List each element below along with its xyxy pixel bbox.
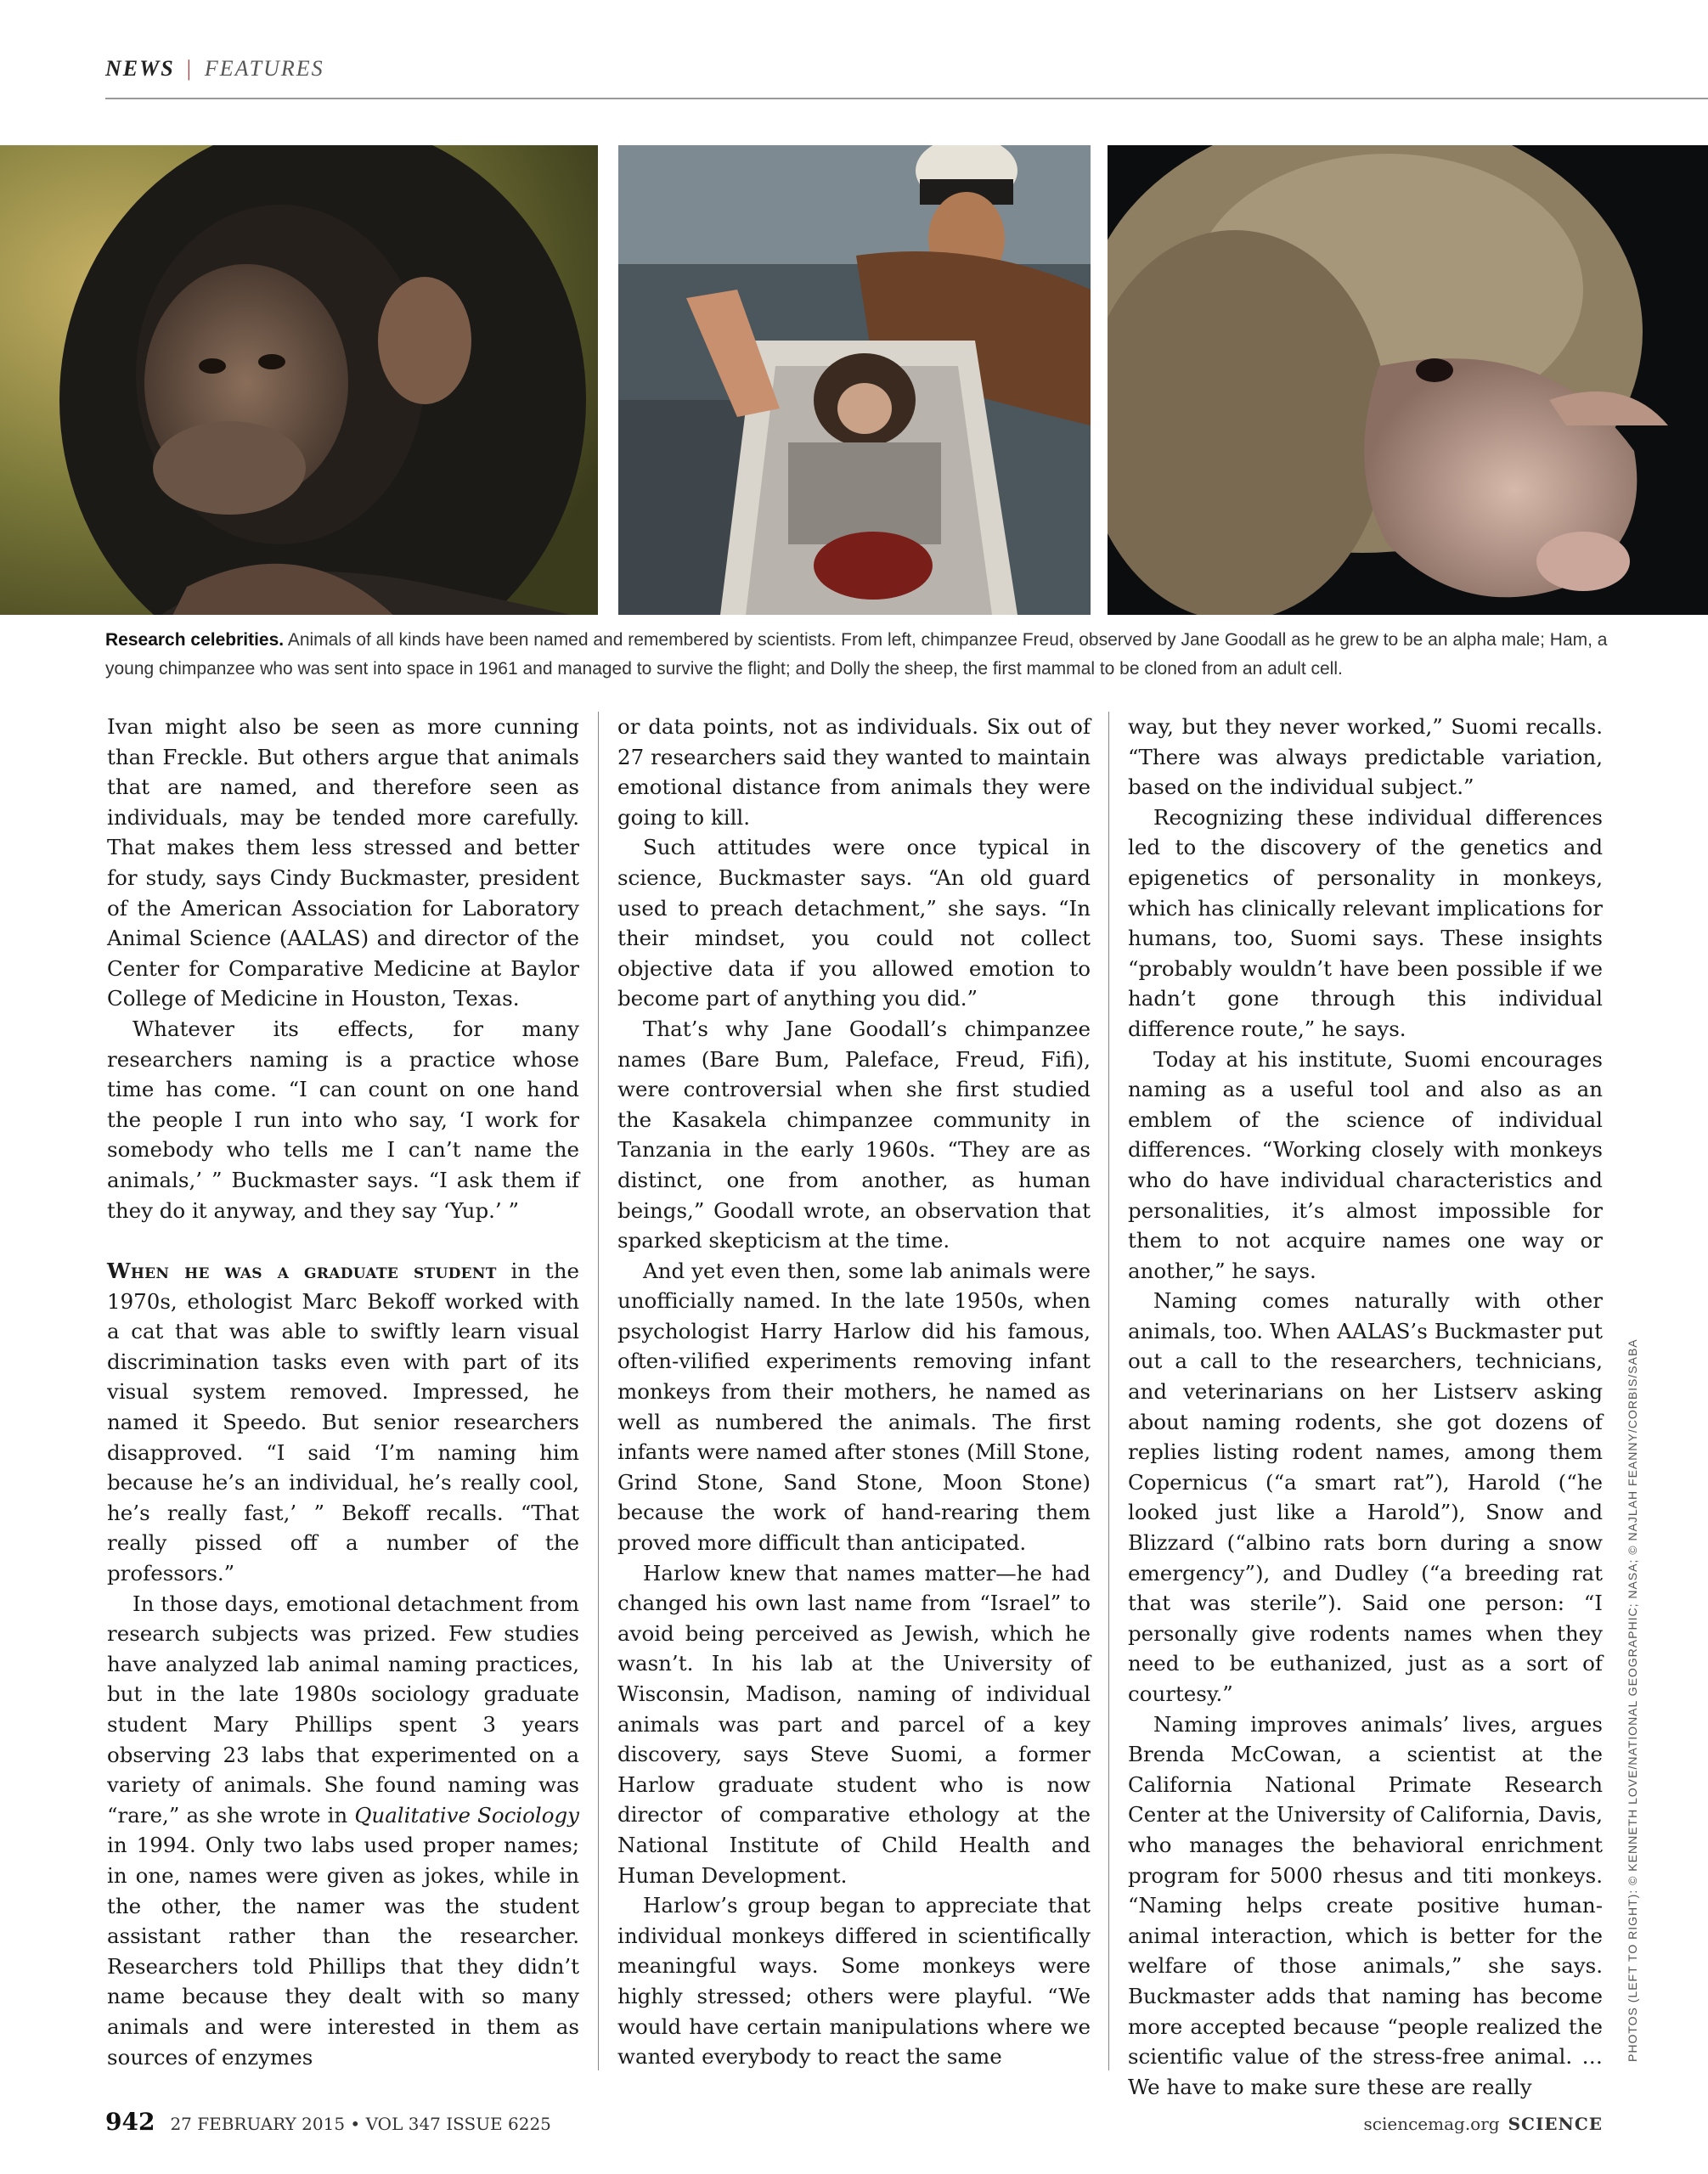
article-column-3 <box>1128 712 1603 2102</box>
paragraph: Naming improves animals’ lives, argues Brenda McCowan, a scientist at the California National Primate Research Center at the University of California, Davis, who manages the behavioral enrichment program for 5000 rhesus and titi monkeys. “Naming helps create positive human-animal interaction, which is better for the welfare of those animals,” she says. Buckmaster adds that naming has become more accepted because “people realized the scientific value of the stress-free animal. … We have to make sure these are really <box>1128 1711 1603 2099</box>
header-separator: | <box>186 56 193 81</box>
header-rule <box>105 98 1708 99</box>
paragraph-text: in the 1970s, ethologist Marc Bekoff worked with a cat that was able to swiftly learn visual discrimination tasks even with part of its visual system removed. Impressed, he named it Speedo. But senior researchers disapproved. “I said ‘I’m naming him because he’s an individual, he’s really cool, he’s really fast,’ ” Bekoff recalls. “That really pissed off a number of the professors.” <box>107 1259 579 1586</box>
column-rule <box>598 712 599 2070</box>
column-rule <box>1108 712 1109 2070</box>
paragraph: Harlow knew that names matter—he had changed his own last name from “Israel” to avoid being perceived as Jewish, which he wasn’t. In his lab at the University of Wisconsin, Madison, naming of individual animals was part and parcel of a key discovery, says Steve Suomi, a former Harlow graduate student who is now director of comparative ethology at the National Institute of Child Health and Human Development. <box>617 1560 1091 1888</box>
footer-left <box>105 2108 551 2136</box>
caption-lead: Research celebrities. <box>105 630 285 650</box>
paragraph: or data points, not as individuals. Six out of 27 researchers said they wanted to maintain emotional distance from animals they were going to kill. <box>617 714 1091 830</box>
article-column-2 <box>617 712 1091 2072</box>
page-footer <box>105 2108 1603 2136</box>
photo-chimpanzee-freud <box>0 145 598 615</box>
paragraph: Ivan might also be seen as more cunning than Freckle. But others argue that animals that are named, and therefore seen as individuals, may be tended more carefully. That makes them less stressed and better for study, says Cindy Buckmaster, president of the American Association for Laboratory Animal Science (AALAS) and director of the Center for Comparative Medicine at Baylor College of Medicine in Houston, Texas. <box>107 714 579 1011</box>
photo-credit: PHOTOS (LEFT TO RIGHT): © KENNETH LOVE/NATIONAL GEOGRAPHIC; NASA; © NAJLAH FEANNY/CORBIS/SABA <box>1626 1338 1639 2062</box>
issue-info: 27 FEBRUARY 2015 • VOL 347 ISSUE 6225 <box>170 2114 551 2134</box>
paragraph: Recognizing these individual differences led to the discovery of the genetics and epigenetics of personality in monkeys, which has clinically relevant implications for humans, too, Suomi says. These insights “probably wouldn’t have been possible if we hadn’t gone through this individual difference route,” he says. <box>1128 804 1603 1041</box>
paragraph: Today at his institute, Suomi encourages naming as a useful tool and also as an emblem of the science of individual differences. “Working closely with monkeys who do have individual characteristics and personalities, it’s almost impossible for them to not acquire names one way or another,” he says. <box>1128 1046 1603 1283</box>
page-number: 942 <box>105 2108 155 2136</box>
paragraph-text: in 1994. Only two labs used proper names; in one, names were given as jokes, while in the other, the namer was the student assistant rather than the researcher. Researchers told Phillips that they didn’t name because they dealt with so many animals and were interested in them as sources of enzymes <box>107 1833 579 2070</box>
paragraph: And yet even then, some lab animals were unofficially named. In the late 1950s, when psychologist Harry Harlow did his famous, often-vilified experiments removing infant monkeys from their mothers, he named as well as numbered the animals. The first infants were named after stones (Mill Stone, Grind Stone, Sand Stone, Moon Stone) because the work of hand-rearing them proved more difficult than anticipated. <box>617 1258 1091 1556</box>
article-column-1 <box>107 712 579 2072</box>
paragraph <box>107 1256 579 1589</box>
paragraph: way, but they never worked,” Suomi recalls. “There was always predictable variation, based on the individual subject.” <box>1128 714 1603 800</box>
journal-title: Qualitative Sociology <box>354 1802 580 1828</box>
site-url: sciencemag.org <box>1363 2114 1500 2134</box>
run-in-heading: When he was a graduate student <box>107 1259 497 1284</box>
caption-text: Animals of all kinds have been named and remembered by scientists. From left, chimpanzee Freud, observed by Jane Goodall as he grew to be an alpha male; Ham, a young chimpanzee who was sent into space in 1961 and managed to survive the flight; and Dolly the sheep, the first mammal to be cloned from an adult cell. <box>105 630 1608 679</box>
section-label: NEWS <box>105 56 175 81</box>
photo-caption <box>105 626 1634 684</box>
subsection-label: FEATURES <box>204 56 324 81</box>
photo-dolly-the-sheep <box>1108 145 1708 615</box>
paragraph-text: In those days, emotional detachment from research subjects was prized. Few studies have analyzed lab animal naming practices, but in the late 1980s sociology graduate student Mary Phillips spent 3 years observing 23 labs that experimented on a variety of animals. She found naming was “rare,” as she wrote in <box>107 1591 579 1828</box>
journal-brand: SCIENCE <box>1508 2114 1603 2134</box>
paragraph: That’s why Jane Goodall’s chimpanzee names (Bare Bum, Paleface, Freud, Fifi), were controversial when she first studied the Kasakela chimpanzee community in Tanzania in the early 1960s. “They are as distinct, one from another, as human beings,” Goodall wrote, an observation that sparked skepticism at the time. <box>617 1016 1091 1253</box>
paragraph: Such attitudes were once typical in science, Buckmaster says. “An old guard used to preach detachment,” she says. “In their mindset, you could not collect objective data if you allowed emotion to become part of anything you did.” <box>617 835 1091 1011</box>
paragraph: Harlow’s group began to appreciate that individual monkeys differed in scientifically meaningful ways. Some monkeys were highly stressed; others were playful. “We would have certain manipulations where we wanted everybody to react the same <box>617 1893 1091 2070</box>
footer-right <box>1364 2114 1603 2134</box>
paragraph <box>107 1589 579 2073</box>
paragraph: Naming comes naturally with other animals, too. When AALAS’s Buckmaster put out a call to the researchers, technicians, and veterinarians on her Listserv asking about naming rodents, she got dozens of replies listing rodent names, among them Copernicus (“a smart rat”), Harold (“he looked just like a Harold”), Snow and Blizzard (“albino rats born during a snow emergency”), and Dudley (“a breeding rat that was sterile”). Said one person: “I personally give rodents names when they need to be euthanized, just as a sort of courtesy.” <box>1128 1288 1603 1706</box>
section-header <box>105 56 324 82</box>
photo-chimpanzee-ham <box>618 145 1091 615</box>
paragraph: Whatever its effects, for many researchers naming is a practice whose time has come. “I can count on one hand the people I run into who say, ‘I work for somebody who tells me I can’t name the animals,’ ” Buckmaster says. “I ask them if they do it anyway, and they say ‘Yup.’ ” <box>107 1016 579 1223</box>
